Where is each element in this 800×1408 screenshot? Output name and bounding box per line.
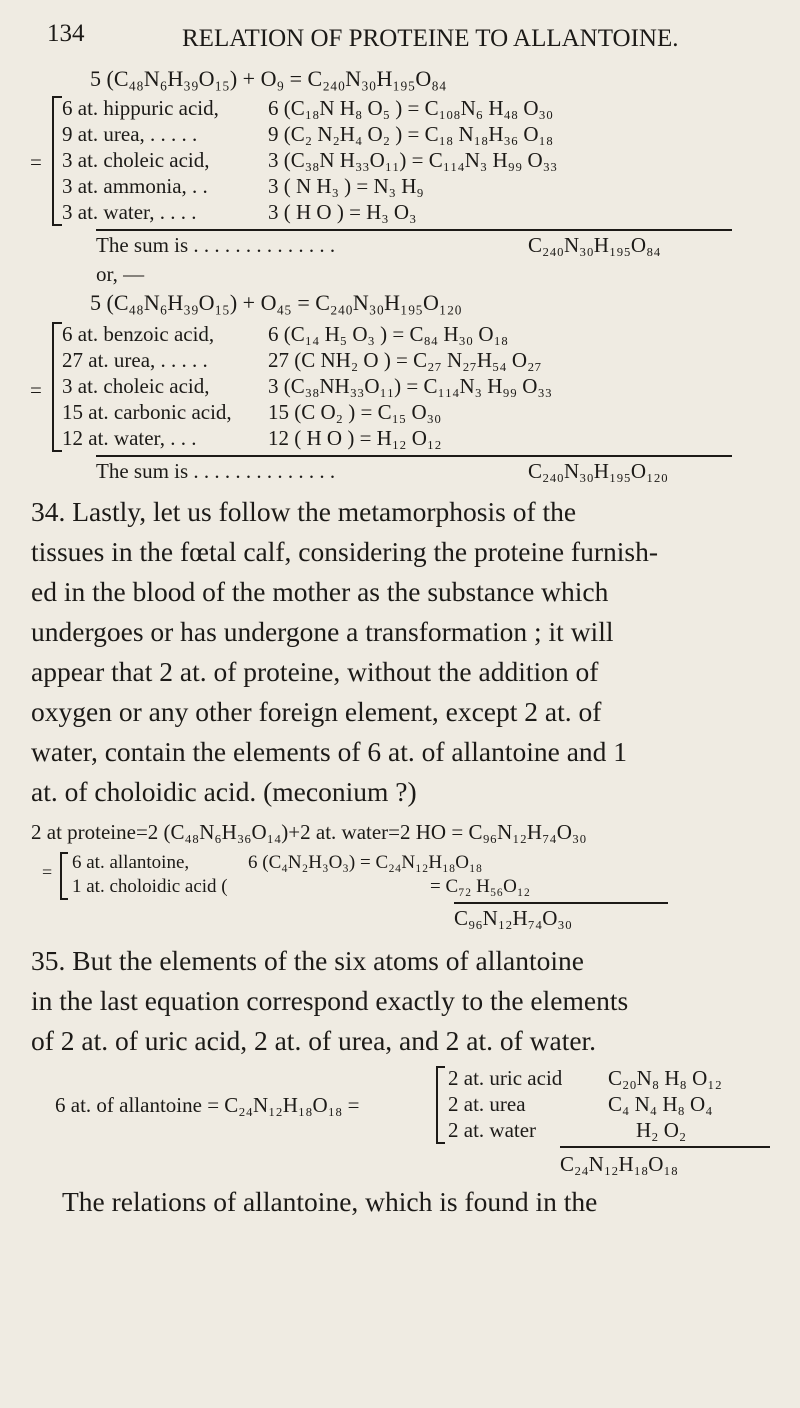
set4-row-2-name: 2 at. urea — [448, 1092, 526, 1116]
set4-row-3-formula: H₂ O₂ — [636, 1118, 687, 1142]
brace-left-2 — [52, 322, 62, 452]
sum-rule-3 — [454, 902, 668, 904]
set1-row-1-formula: 6 (C₁₈N H₈ O₅ ) = C₁₀₈N₆ H₄₈ O₃₀ — [268, 96, 554, 120]
set2-row-1-name: 6 at. benzoic acid, — [62, 322, 215, 346]
para35-line-3: of 2 at. of uric acid, 2 at. of urea, and 2 at. of water. — [31, 1025, 597, 1056]
set3-row-1-name: 6 at. allantoine, — [72, 852, 190, 873]
sum1-label: The sum is . . . . . . . . . . . . . . — [96, 233, 336, 257]
sum1-value: C₂₄₀N₃₀H₁₉₅O₈₄ — [528, 233, 661, 257]
equation-4-left: 6 at. of allantoine = C₂₄N₁₂H₁₈O₁₈ = — [55, 1093, 360, 1117]
set2-row-5-formula: 12 ( H O ) = H₁₂ O₁₂ — [268, 426, 442, 450]
brace-left-1 — [52, 96, 62, 226]
set4-row-3-name: 2 at. water — [448, 1118, 537, 1142]
set2-row-3-formula: 3 (C₃₈NH₃₃O₁₁) = C₁₁₄N₃ H₉₉ O₃₃ — [268, 374, 553, 398]
equals-sign-2: = — [30, 378, 42, 402]
para34-line-4: undergoes or has undergone a transformation ; it will — [31, 616, 614, 647]
set4-row-2-formula: C₄ N₄ H₈ O₄ — [608, 1092, 713, 1116]
set4-row-1-name: 2 at. uric acid — [448, 1066, 563, 1090]
para34-line-1: 34. Lastly, let us follow the metamorphosis of the — [31, 496, 577, 527]
para34-line-5: appear that 2 at. of proteine, without the addition of — [31, 656, 599, 687]
para34-line-2: tissues in the fœtal calf, considering the proteine furnish- — [31, 536, 658, 567]
para34-line-6: oxygen or any other foreign element, except 2 at. of — [31, 696, 602, 727]
brace-right-4 — [436, 1066, 445, 1144]
equation-1: 5 (C₄₈N₆H₃₉O₁₅) + O₉ = C₂₄₀N₃₀H₁₉₅O₈₄ — [90, 66, 447, 91]
equation-2: 5 (C₄₈N₆H₃₉O₁₅) + O₄₅ = C₂₄₀N₃₀H₁₉₅O₁₂₀ — [90, 290, 462, 315]
set2-row-1-formula: 6 (C₁₄ H₅ O₃ ) = C₈₄ H₃₀ O₁₈ — [268, 322, 509, 346]
sum3-value: C₉₆N₁₂H₇₄O₃₀ — [454, 906, 573, 930]
set1-row-3-formula: 3 (C₃₈N H₃₃O₁₁) = C₁₁₄N₃ H₉₉ O₃₃ — [268, 148, 558, 172]
set1-row-1-name: 6 at. hippuric acid, — [62, 96, 219, 120]
set1-row-2-name: 9 at. urea, . . . . . — [62, 122, 198, 146]
equals-sign-3: = — [42, 862, 53, 882]
set2-row-4-formula: 15 (C O₂ ) = C₁₅ O₃₀ — [268, 400, 442, 424]
set4-row-1-formula: C₂₀N₈ H₈ O₁₂ — [608, 1066, 722, 1090]
equals-sign-1: = — [30, 150, 42, 174]
set1-row-4-formula: 3 ( N H₃ ) = N₃ H₉ — [268, 174, 424, 198]
set3-row-2-formula: = C₇₂ H₅₆O₁₂ — [430, 876, 531, 897]
set1-row-2-formula: 9 (C₂ N₂H₄ O₂ ) = C₁₈ N₁₈H₃₆ O₁₈ — [268, 122, 554, 146]
sum-rule-2 — [96, 455, 732, 457]
last-line: The relations of allantoine, which is found in the — [62, 1186, 598, 1217]
set2-row-4-name: 15 at. carbonic acid, — [62, 400, 232, 424]
para34-line-7: water, contain the elements of 6 at. of allantoine and 1 — [31, 736, 628, 767]
set3-row-2-name: 1 at. choloidic acid ( — [72, 876, 228, 897]
para34-line-3: ed in the blood of the mother as the substance which — [31, 576, 609, 607]
para34-line-8: at. of choloidic acid. (meconium ?) — [31, 776, 417, 807]
set2-row-2-formula: 27 (C NH₂ O ) = C₂₇ N₂₇H₅₄ O₂₇ — [268, 348, 542, 372]
set1-row-5-name: 3 at. water, . . . . — [62, 200, 197, 224]
page-number: 134 — [47, 20, 85, 47]
sum2-value: C₂₄₀N₃₀H₁₉₅O₁₂₀ — [528, 459, 669, 483]
running-title: RELATION OF PROTEINE TO ALLANTOINE. — [182, 25, 679, 52]
brace-left-3 — [60, 852, 68, 900]
set2-row-3-name: 3 at. choleic acid, — [62, 374, 210, 398]
set1-row-4-name: 3 at. ammonia, . . — [62, 174, 208, 198]
set1-row-3-name: 3 at. choleic acid, — [62, 148, 210, 172]
set2-row-2-name: 27 at. urea, . . . . . — [62, 348, 208, 372]
equation-3: 2 at proteine=2 (C₄₈N₆H₃₆O₁₄)+2 at. water=2 HO = C₉₆N₁₂H₇₄O₃₀ — [31, 820, 587, 844]
sum2-label: The sum is . . . . . . . . . . . . . . — [96, 459, 336, 483]
set2-row-5-name: 12 at. water, . . . — [62, 426, 197, 450]
sum4-value: C₂₄N₁₂H₁₈O₁₈ — [560, 1152, 679, 1176]
para35-line-2: in the last equation correspond exactly to the elements — [31, 985, 629, 1016]
set3-row-1-formula: 6 (C₄N₂H₃O₃) = C₂₄N₁₂H₁₈O₁₈ — [248, 852, 483, 873]
or-text: or, — — [96, 262, 145, 286]
sum-rule-1 — [96, 229, 732, 231]
sum-rule-4 — [560, 1146, 770, 1148]
set1-row-5-formula: 3 ( H O ) = H₃ O₃ — [268, 200, 417, 224]
para35-line-1: 35. But the elements of the six atoms of allantoine — [31, 945, 584, 976]
